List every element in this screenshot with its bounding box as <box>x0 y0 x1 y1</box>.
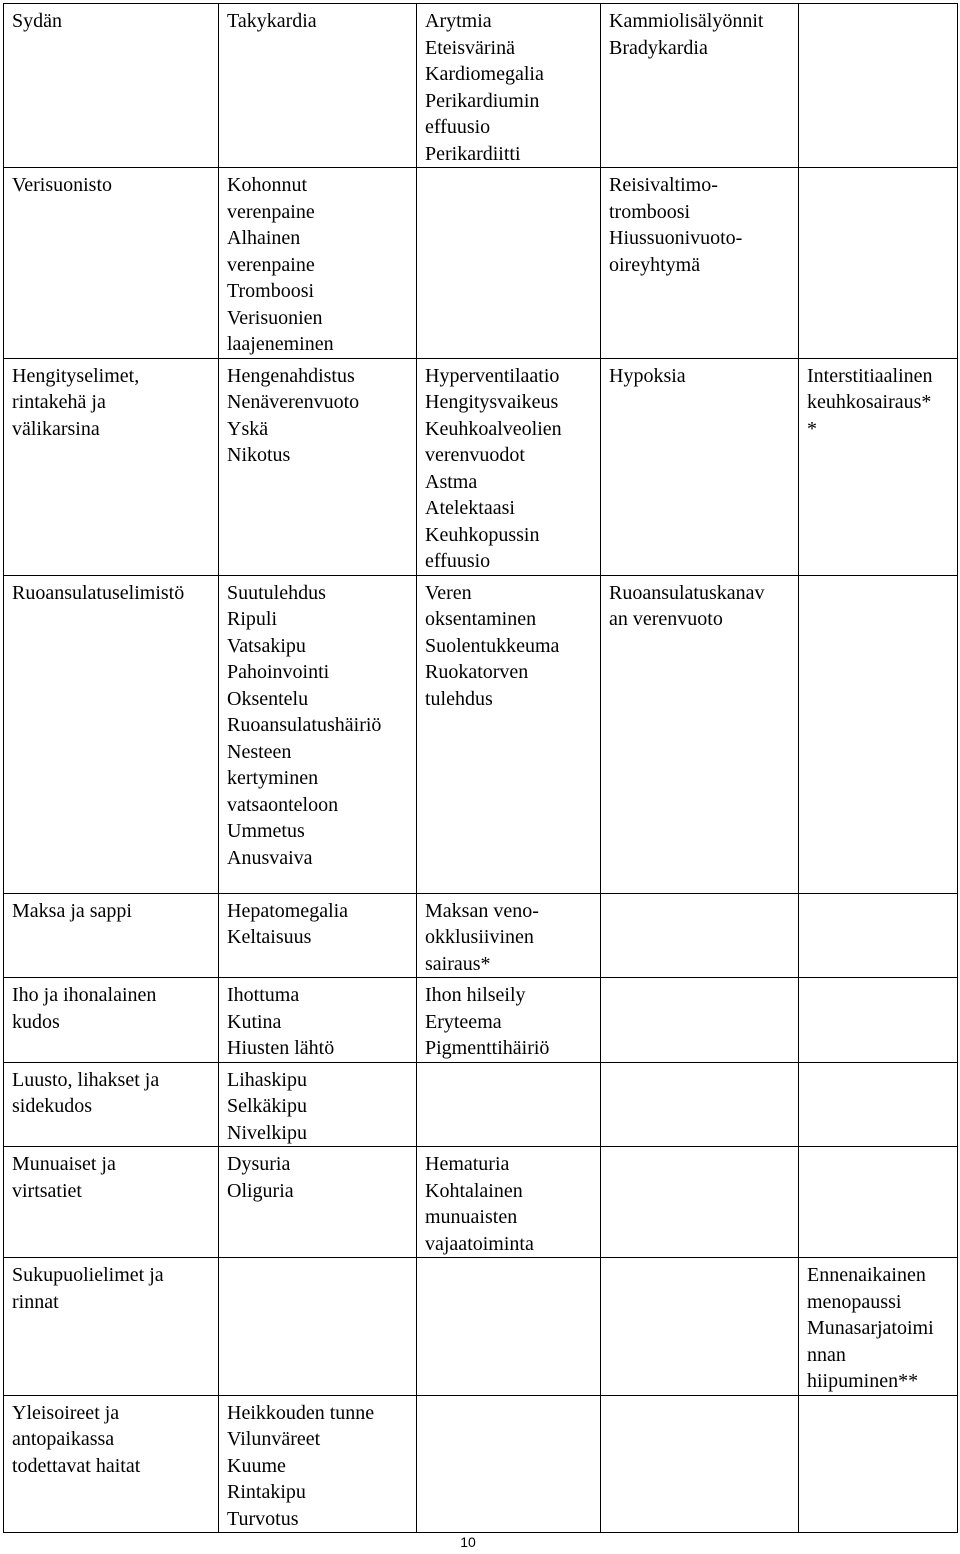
adverse-effect-text: Kutina <box>227 1010 282 1033</box>
organ-class-label: antopaikassa <box>12 1428 115 1450</box>
organ-class-cell <box>4 168 219 359</box>
adverse-effect-text: Verisuonien <box>227 306 323 329</box>
adverse-effect-text: Nesteen <box>227 740 292 763</box>
adverse-effect-text: vajaatoiminta <box>425 1232 534 1255</box>
uncommon-cell <box>601 1147 799 1258</box>
adverse-effect-text: kertyminen <box>227 767 319 789</box>
common-cell <box>417 893 601 978</box>
adverse-effect-text: Interstitiaalinen <box>807 364 933 387</box>
adverse-effect-text: Bradykardia <box>609 36 708 59</box>
adverse-effect-text: Hiussuonivuoto- <box>609 227 743 249</box>
adverse-effect-text: menopaussi <box>807 1290 902 1313</box>
very-common-cell <box>219 4 417 168</box>
common-cell <box>417 1062 601 1147</box>
organ-class-label: Luusto, lihakset ja <box>12 1068 160 1091</box>
adverse-effect-text: effuusio <box>425 116 491 138</box>
adverse-effect-text: an verenvuoto <box>609 608 723 630</box>
adverse-effect-text: Suolentukkeuma <box>425 634 560 657</box>
organ-class-label: Sukupuolielimet ja <box>12 1264 164 1286</box>
adverse-effect-text: Ruoansulatuskanav <box>609 581 765 604</box>
very-common-cell <box>219 1258 417 1396</box>
adverse-effect-text: Pahoinvointi <box>227 661 330 683</box>
adverse-effect-text: sairaus* <box>425 952 491 975</box>
organ-class-label: Ruoansulatuselimistö <box>12 581 185 604</box>
adverse-effect-text: Kuume <box>227 1454 286 1477</box>
rare-cell <box>799 1062 958 1147</box>
adverse-effect-text: tulehdus <box>425 687 493 710</box>
adverse-effect-text: hiipuminen** <box>807 1370 919 1392</box>
common-cell <box>417 575 601 893</box>
organ-class-label: virtsatiet <box>12 1179 82 1202</box>
uncommon-cell <box>601 358 799 575</box>
adverse-effect-text: Oksentelu <box>227 687 309 710</box>
adverse-effect-text: Keuhkoalveolien <box>425 417 562 440</box>
organ-class-cell <box>4 1062 219 1147</box>
adverse-effect-text: verenpaine <box>227 200 315 223</box>
very-common-cell <box>219 978 417 1063</box>
very-common-cell <box>219 1147 417 1258</box>
rare-cell <box>799 893 958 978</box>
organ-class-label: sidekudos <box>12 1095 92 1117</box>
organ-class-label: välikarsina <box>12 417 100 440</box>
adverse-effects-table <box>3 3 958 1533</box>
adverse-effect-text: keuhkosairaus* <box>807 391 932 413</box>
page-number: 10 <box>460 1534 476 1550</box>
adverse-effect-text: Rintakipu <box>227 1481 306 1503</box>
common-cell <box>417 168 601 359</box>
common-cell <box>417 358 601 575</box>
adverse-effect-text: verenvuodot <box>425 444 525 466</box>
organ-class-label: rinnat <box>12 1290 59 1313</box>
rare-cell <box>799 1395 958 1533</box>
adverse-effect-text: Kohonnut <box>227 174 307 196</box>
uncommon-cell <box>601 893 799 978</box>
organ-class-label: todettavat haitat <box>12 1454 141 1477</box>
adverse-effect-text: effuusio <box>425 550 491 572</box>
rare-cell <box>799 1147 958 1258</box>
adverse-effect-text: Nenäverenvuoto <box>227 391 360 413</box>
rare-cell <box>799 4 958 168</box>
rare-cell <box>799 978 958 1063</box>
adverse-effect-text: vatsaonteloon <box>227 793 339 816</box>
adverse-effect-text: munuaisten <box>425 1206 518 1228</box>
rare-cell <box>799 575 958 893</box>
adverse-effect-text: Hiusten lähtö <box>227 1037 335 1059</box>
adverse-effect-text: verenpaine <box>227 253 315 276</box>
adverse-effect-text: Suutulehdus <box>227 581 326 604</box>
adverse-effect-text: nnan <box>807 1343 846 1366</box>
organ-class-label: Verisuonisto <box>12 174 112 196</box>
uncommon-cell <box>601 168 799 359</box>
organ-class-cell <box>4 978 219 1063</box>
adverse-effect-text: Anusvaiva <box>227 846 313 869</box>
very-common-cell <box>219 893 417 978</box>
adverse-effect-text: Ruoansulatushäiriö <box>227 714 382 736</box>
common-cell <box>417 1147 601 1258</box>
adverse-effect-text: Munasarjatoimi <box>807 1317 934 1339</box>
adverse-effect-text: Heikkouden tunne <box>227 1401 375 1424</box>
organ-class-cell <box>4 1258 219 1396</box>
adverse-effect-text: Yskä <box>227 417 269 440</box>
very-common-cell <box>219 168 417 359</box>
adverse-effect-text: Kohtalainen <box>425 1179 523 1202</box>
adverse-effect-text: Hyperventilaatio <box>425 364 560 387</box>
adverse-effect-text: laajeneminen <box>227 333 334 355</box>
adverse-effect-text: Selkäkipu <box>227 1095 307 1117</box>
organ-class-label: Hengityselimet, <box>12 364 140 387</box>
adverse-effect-text: Ihottuma <box>227 984 300 1006</box>
adverse-effect-text: Tromboosi <box>227 280 315 302</box>
table-row <box>4 893 958 978</box>
adverse-effect-text: Atelektaasi <box>425 497 515 519</box>
adverse-effect-text: Alhainen <box>227 227 301 249</box>
table-row <box>4 1147 958 1258</box>
uncommon-cell <box>601 1258 799 1396</box>
adverse-effect-text: Hematuria <box>425 1153 510 1175</box>
adverse-effect-text: Turvotus <box>227 1507 299 1530</box>
adverse-effect-text: Ruokatorven <box>425 661 529 683</box>
very-common-cell <box>219 1062 417 1147</box>
adverse-effect-text: Hengenahdistus <box>227 364 355 387</box>
organ-class-label: Maksa ja sappi <box>12 899 132 922</box>
adverse-effect-text: Ummetus <box>227 820 305 842</box>
uncommon-cell <box>601 1062 799 1147</box>
adverse-effect-text: Hengitysvaikeus <box>425 391 559 413</box>
uncommon-cell <box>601 1395 799 1533</box>
organ-class-cell <box>4 575 219 893</box>
adverse-effect-text: Maksan veno- <box>425 899 539 922</box>
adverse-effect-text: Reisivaltimo- <box>609 174 718 196</box>
organ-class-label: Sydän <box>12 10 62 32</box>
adverse-effect-text: Oliguria <box>227 1179 294 1202</box>
organ-class-label: rintakehä ja <box>12 391 106 413</box>
adverse-effect-text: Eteisvärinä <box>425 36 515 59</box>
organ-class-cell <box>4 358 219 575</box>
table-row <box>4 1395 958 1533</box>
adverse-effect-text: Vatsakipu <box>227 634 306 657</box>
uncommon-cell <box>601 978 799 1063</box>
adverse-effect-text: * <box>807 417 817 440</box>
adverse-effect-text: tromboosi <box>609 200 691 223</box>
adverse-effect-text: oksentaminen <box>425 608 537 630</box>
adverse-effect-text: Dysuria <box>227 1153 291 1175</box>
rare-cell <box>799 1258 958 1396</box>
common-cell <box>417 1258 601 1396</box>
adverse-effect-text: Keltaisuus <box>227 926 312 948</box>
adverse-effect-text: Keuhkopussin <box>425 523 540 546</box>
table-row <box>4 575 958 893</box>
common-cell <box>417 978 601 1063</box>
common-cell <box>417 4 601 168</box>
adverse-effect-text: Hepatomegalia <box>227 899 349 922</box>
very-common-cell <box>219 1395 417 1533</box>
adverse-effect-text: Takykardia <box>227 10 317 32</box>
table-row <box>4 1062 958 1147</box>
adverse-effect-text: oireyhtymä <box>609 253 701 276</box>
adverse-effect-text: Perikardiumin <box>425 89 540 112</box>
adverse-effect-text: Ihon hilseily <box>425 984 526 1006</box>
adverse-effect-text: Hypoksia <box>609 364 686 387</box>
adverse-effect-text: Kardiomegalia <box>425 63 544 85</box>
adverse-effect-text: Ennenaikainen <box>807 1264 926 1286</box>
organ-class-cell <box>4 4 219 168</box>
adverse-effect-text: Veren <box>425 581 472 604</box>
adverse-effect-text: Pigmenttihäiriö <box>425 1037 550 1059</box>
organ-class-label: Iho ja ihonalainen <box>12 984 157 1006</box>
uncommon-cell <box>601 575 799 893</box>
common-cell <box>417 1395 601 1533</box>
adverse-effect-text: Perikardiitti <box>425 142 521 165</box>
table-row <box>4 4 958 168</box>
table-body <box>4 4 958 1533</box>
organ-class-label: kudos <box>12 1010 60 1033</box>
adverse-effect-text: Ripuli <box>227 608 278 630</box>
table-row <box>4 358 958 575</box>
organ-class-cell <box>4 1147 219 1258</box>
adverse-effect-text: Astma <box>425 470 478 493</box>
table-row <box>4 978 958 1063</box>
adverse-effect-text: okklusiivinen <box>425 926 534 948</box>
adverse-effect-text: Nivelkipu <box>227 1121 307 1144</box>
very-common-cell <box>219 575 417 893</box>
adverse-effect-text: Vilunväreet <box>227 1428 321 1450</box>
organ-class-label: Munuaiset ja <box>12 1153 116 1175</box>
organ-class-cell <box>4 1395 219 1533</box>
organ-class-label: Yleisoireet ja <box>12 1401 120 1424</box>
uncommon-cell <box>601 4 799 168</box>
table-row <box>4 168 958 359</box>
adverse-effect-text: Nikotus <box>227 444 291 466</box>
adverse-effect-text: Arytmia <box>425 10 492 32</box>
rare-cell <box>799 168 958 359</box>
table-row <box>4 1258 958 1396</box>
adverse-effect-text: Eryteema <box>425 1010 502 1033</box>
very-common-cell <box>219 358 417 575</box>
organ-class-cell <box>4 893 219 978</box>
adverse-effect-text: Lihaskipu <box>227 1068 307 1091</box>
rare-cell <box>799 358 958 575</box>
adverse-effect-text: Kammiolisälyönnit <box>609 10 764 32</box>
